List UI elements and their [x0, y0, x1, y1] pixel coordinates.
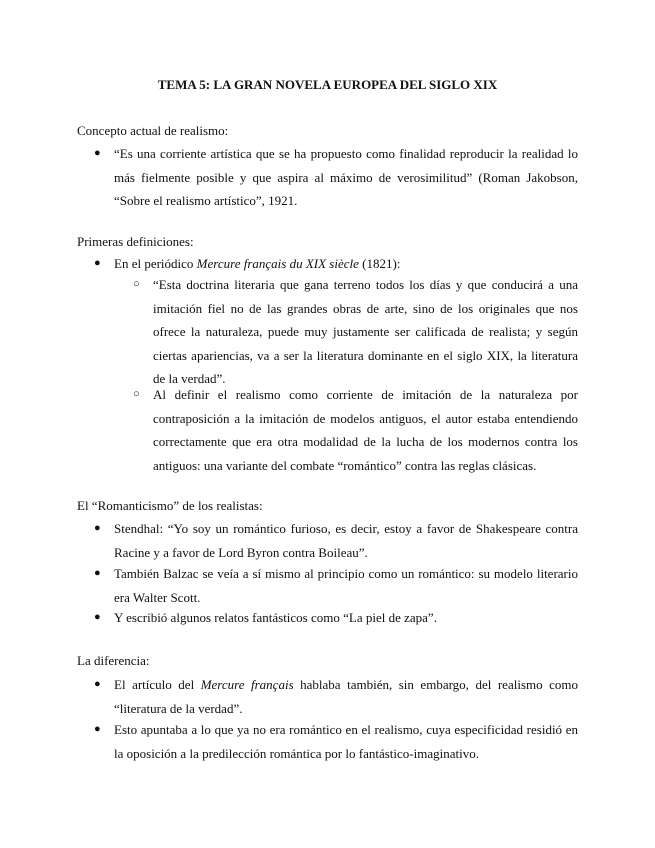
section-heading-concepto: Concepto actual de realismo: [77, 123, 229, 138]
periodical-title: Mercure français [200, 677, 294, 692]
list-item [94, 252, 578, 276]
section-heading-romanticismo: El “Romanticismo” de los realistas: [77, 498, 263, 513]
hollow-bullet-icon: ○ [133, 388, 140, 400]
list-item-text-post: hablaba también, sin embargo, del realismo como “literatura de la verdad”. [114, 677, 579, 716]
list-item-text: También Balzac se veía a sí mismo al principio como un romántico: su modelo literario era Walter Scott. [114, 566, 578, 605]
list-item [94, 562, 578, 609]
sub-list-item-text: “Esta doctrina literaria que gana terreno todos los días y que conducirá a una imitación fiel no de las grandes obras de arte, sino de los originales que nos ofrece la naturaleza, puede muy justamente ser calificada de realista; y según ciertas apariencias, va a ser la literatura dominante en el siglo XIX, la literatura de la verdad”. [153, 277, 578, 386]
list-item-text: Esto apuntaba a lo que ya no era romántico en el realismo, cuya especificidad residió en la oposición a la predilección romántica por lo fantástico-imaginativo. [114, 722, 578, 761]
list-item-text-pre: El artículo del [114, 677, 201, 692]
bullet-icon: ● [94, 257, 101, 269]
list-item-text: Stendhal: “Yo soy un romántico furioso, es decir, estoy a favor de Shakespeare contra Racine y a favor de Lord Byron contra Boileau”. [114, 521, 578, 560]
sub-list-item-text: Al definir el realismo como corriente de imitación de la naturaleza por contraposición a la imitación de modelos antiguos, el autor estaba entendiendo correctamente que era otra modalidad de la lucha de los modernos contra los antiguos: una variante del combate “romántico” contra las reglas clásicas. [153, 387, 578, 473]
bullet-icon: ● [94, 723, 101, 735]
list-item-text-post: (1821): [358, 256, 401, 271]
document-title: TEMA 5: LA GRAN NOVELA EUROPEA DEL SIGLO XIX [157, 77, 498, 92]
bullet-icon: ● [94, 522, 101, 534]
periodical-title: Mercure français du XIX siècle [196, 256, 359, 271]
list-item [94, 718, 578, 765]
list-item-text: “Es una corriente artística que se ha propuesto como finalidad reproducir la realidad lo más fielmente posible y que aspira al máximo de verosimilitud” (Roman Jakobson, “Sobre el realismo artístico”, 1921. [114, 146, 578, 208]
list-item-text: Y escribió algunos relatos fantásticos como “La piel de zapa”. [114, 610, 437, 625]
list-item-text-pre: En el periódico [114, 256, 197, 271]
list-item [94, 142, 578, 213]
list-item [94, 673, 579, 720]
bullet-icon: ● [94, 567, 101, 579]
hollow-bullet-icon: ○ [133, 278, 140, 290]
section-heading-diferencia: La diferencia: [77, 653, 150, 668]
sub-list-item [133, 383, 578, 477]
list-item [94, 606, 578, 630]
sub-list-item [133, 273, 578, 391]
bullet-icon: ● [94, 678, 101, 690]
section-heading-primeras: Primeras definiciones: [77, 234, 194, 249]
bullet-icon: ● [94, 611, 101, 623]
bullet-icon: ● [94, 147, 101, 159]
list-item [94, 517, 578, 564]
